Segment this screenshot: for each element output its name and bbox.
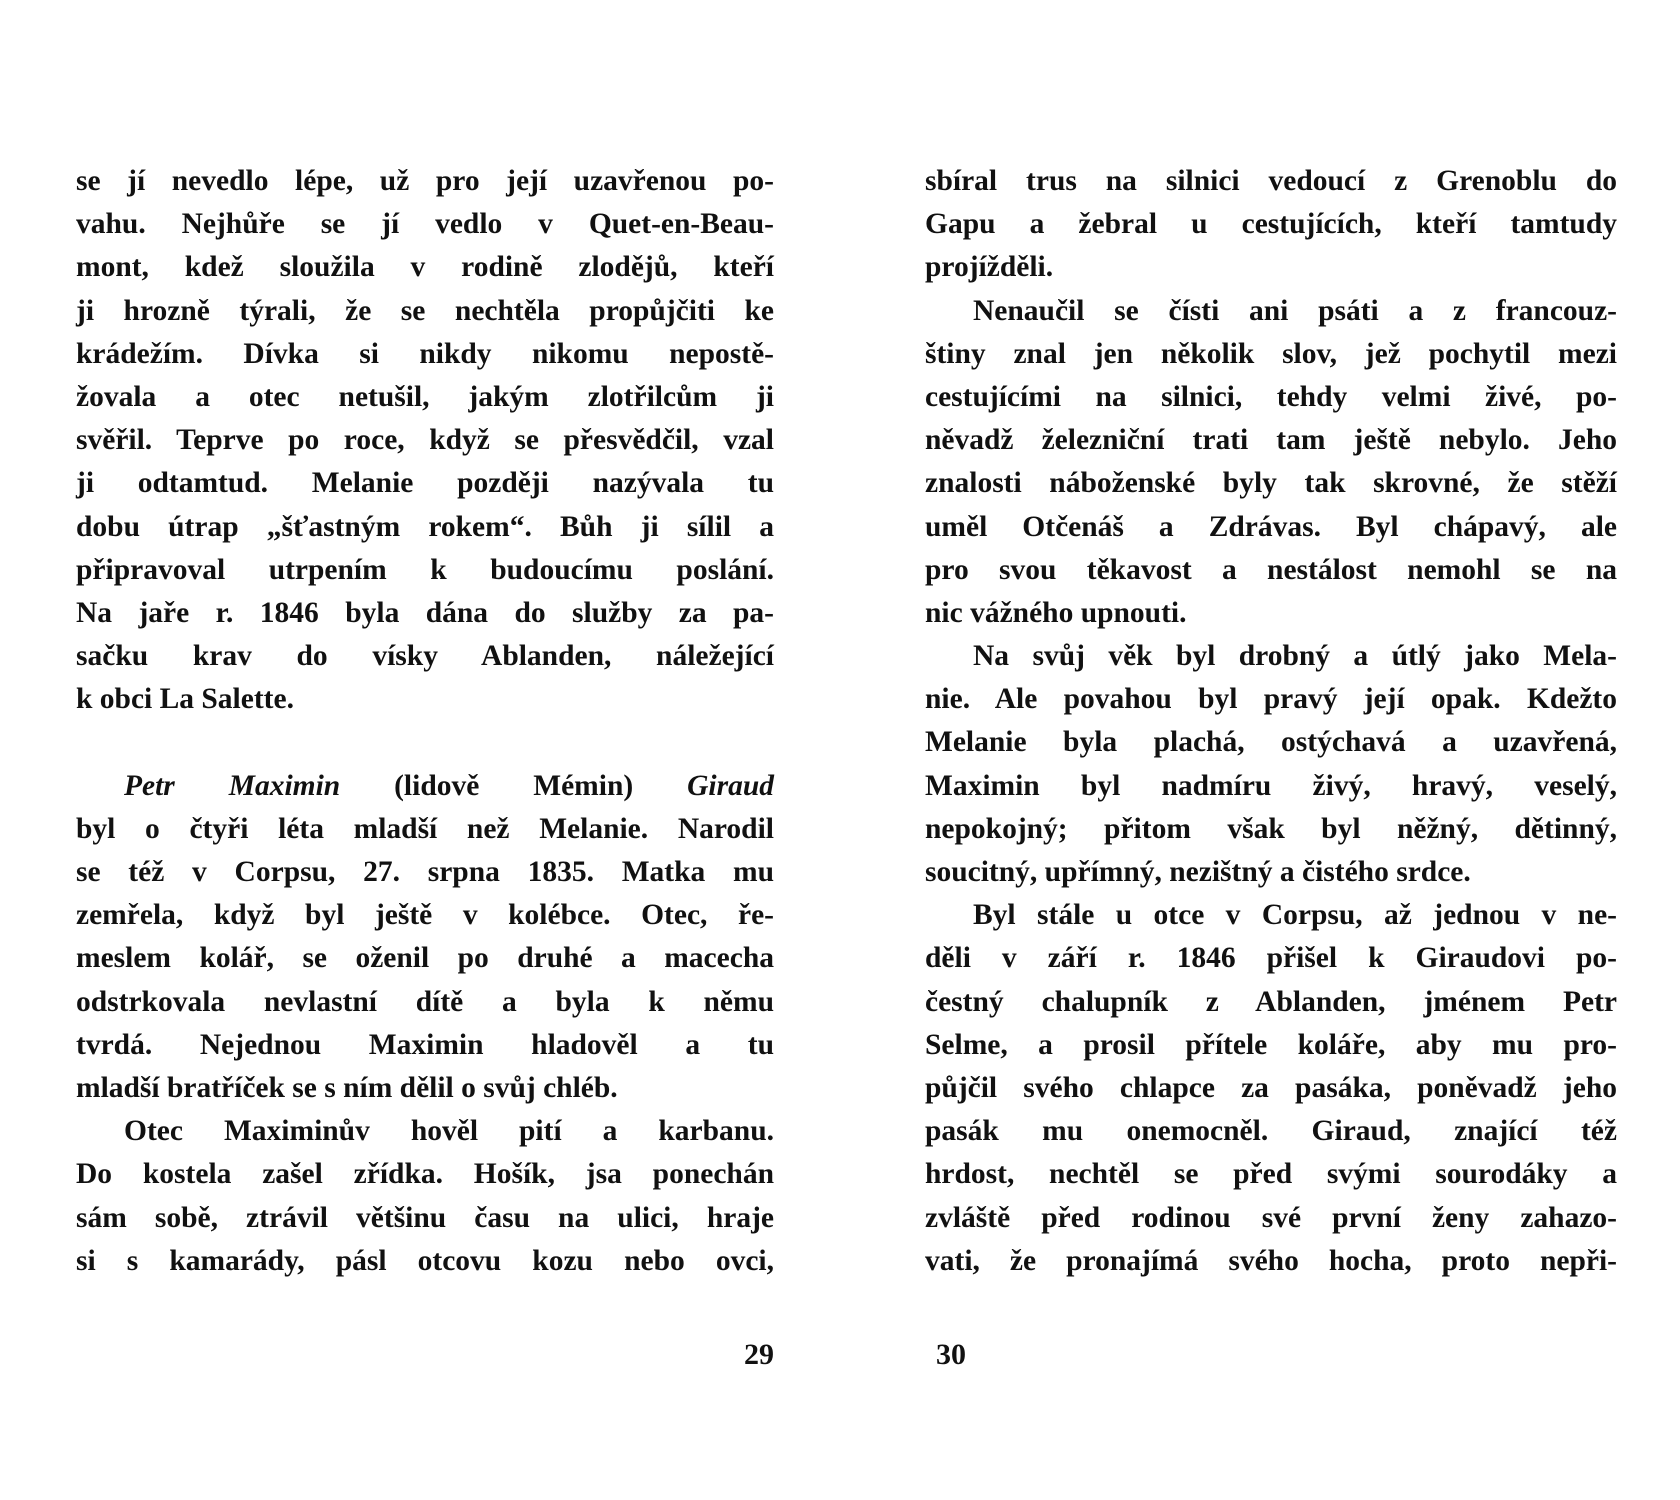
text-line: znalosti náboženské byly tak skrovné, že stěží: [925, 467, 1617, 500]
text-line: meslem kolář, se oženil po druhé a macecha: [76, 942, 774, 975]
text-line: svěřil. Teprve po roce, když se přesvědčil, vzal: [76, 424, 774, 457]
text-line: mont, kdež sloužila v rodině zlodějů, kteří: [76, 251, 774, 284]
text-line: krádežím. Dívka si nikdy nikomu nepostě-: [76, 337, 774, 370]
text-line: Otec Maximinův hověl pití a karbanu.: [124, 1115, 774, 1148]
text-line: Na jaře r. 1846 byla dána do služby za pa-: [76, 596, 774, 629]
text-line: k obci La Salette.: [76, 683, 294, 716]
text-line: hrdost, nechtěl se před svými sourodáky a: [925, 1158, 1617, 1191]
text-line: Maximin byl nadmíru živý, hravý, veselý,: [925, 769, 1617, 802]
text-line: nie. Ale povahou byl pravý její opak. Kdežto: [925, 683, 1617, 716]
text-line: se též v Corpsu, 27. srpna 1835. Matka mu: [76, 856, 774, 888]
text-line: pro svou těkavost a nestálost nemohl se na: [925, 553, 1617, 586]
text-segment: (lidově Mémin): [340, 769, 688, 802]
text-line: vahu. Nejhůře se jí vedlo v Quet-en-Beau-: [76, 208, 774, 241]
text-line: Na svůj věk byl drobný a útlý jako Mela-: [973, 640, 1617, 673]
text-line: projížděli.: [925, 251, 1054, 284]
text-line: děli v září r. 1846 přišel k Giraudovi po-: [925, 942, 1617, 975]
text-line: ji hrozně týrali, že se nechtěla propůjčiti ke: [76, 294, 774, 327]
text-line: [76, 765, 774, 808]
text-line: sbíral trus na silnici vedoucí z Grenoblu do: [925, 165, 1617, 197]
text-line: štiny znal jen několik slov, jež pochytil mezi: [925, 337, 1617, 370]
text-line: Nenaučil se čísti ani psáti a z francouz-: [973, 294, 1617, 327]
italic-name: Petr Maximin: [124, 769, 341, 802]
text-line: nic vážného upnouti.: [925, 596, 1187, 629]
text-line: Selme, a prosil přítele koláře, aby mu pro-: [925, 1028, 1617, 1061]
text-line: Byl stále u otce v Corpsu, až jednou v ne-: [973, 899, 1617, 932]
text-line: připravoval utrpením k budoucímu poslání.: [76, 553, 774, 586]
blank-line: [76, 721, 774, 764]
text-line: si s kamarády, pásl otcovu kozu nebo ovci,: [76, 1244, 774, 1277]
text-line: se jí nevedlo lépe, už pro její uzavřenou po-: [76, 165, 774, 197]
text-line: sačku krav do vísky Ablanden, náležející: [76, 640, 774, 673]
text-line: byl o čtyři léta mladší než Melanie. Narodil: [76, 812, 774, 845]
text-line: uměl Otčenáš a Zdrávas. Byl chápavý, ale: [925, 510, 1617, 543]
text-line: dobu útrap „šťastným rokem“. Bůh ji sílil a: [76, 510, 774, 543]
text-line: žovala a otec netušil, jakým zlotřilcům ji: [76, 380, 774, 413]
text-line: odstrkovala nevlastní dítě a byla k němu: [76, 985, 774, 1018]
italic-name: Giraud: [687, 769, 774, 802]
text-line: tvrdá. Nejednou Maximin hladověl a tu: [76, 1028, 774, 1061]
right-page-text: [925, 160, 1617, 1283]
text-line: Do kostela zašel zřídka. Hošík, jsa ponechán: [76, 1158, 774, 1191]
text-line: sám sobě, ztrávil většinu času na ulici, hraje: [76, 1201, 774, 1234]
text-line: ji odtamtud. Melanie později nazývala tu: [76, 467, 774, 500]
page-number-right: 30: [936, 1338, 966, 1371]
text-line: zemřela, když byl ještě v kolébce. Otec, ře-: [76, 899, 774, 932]
text-line: pasák mu onemocněl. Giraud, znající též: [925, 1115, 1617, 1148]
page-number-left: 29: [744, 1338, 774, 1371]
text-line: půjčil svého chlapce za pasáka, poněvadž jeho: [925, 1071, 1617, 1104]
text-line: cestujícími na silnici, tehdy velmi živé, po-: [925, 380, 1617, 413]
text-line: Gapu a žebral u cestujících, kteří tamtudy: [925, 208, 1617, 241]
text-line: zvláště před rodinou své první ženy zahazo-: [925, 1201, 1617, 1234]
text-line: něvadž železniční trati tam ještě nebylo. Jeho: [925, 424, 1617, 457]
text-line: nepokojný; přitom však byl něžný, dětinný,: [925, 812, 1617, 845]
text-line: soucitný, upřímný, nezištný a čistého srdce.: [925, 856, 1471, 888]
text-line: čestný chalupník z Ablanden, jménem Petr: [925, 985, 1617, 1018]
text-line: Melanie byla plachá, ostýchavá a uzavřená,: [925, 726, 1617, 759]
left-page-text: [76, 160, 774, 1283]
text-line: vati, že pronajímá svého hocha, proto nepři-: [925, 1244, 1617, 1277]
text-line: mladší bratříček se s ním dělil o svůj chléb.: [76, 1071, 618, 1104]
